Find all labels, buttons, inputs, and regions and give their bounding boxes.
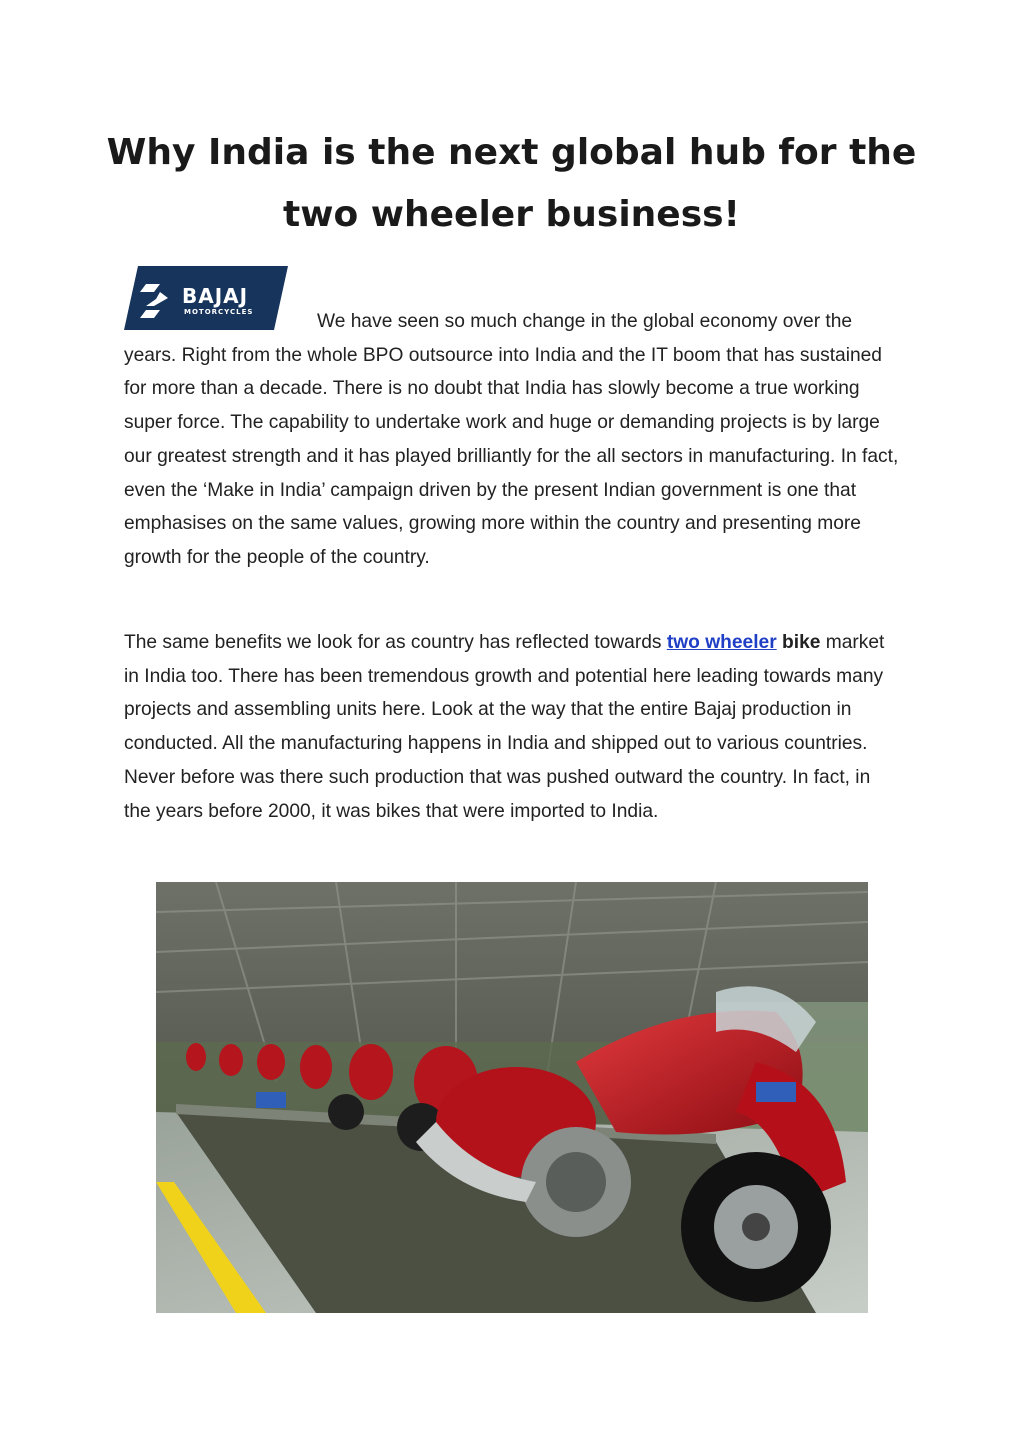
motorcycle-assembly-line-photo (156, 882, 868, 1313)
second-paragraph (124, 626, 900, 828)
bajaj-logo-wordmark: BAJAJ (182, 284, 249, 308)
bajaj-logo-subtitle: MOTORCYCLES (184, 308, 254, 316)
two-wheeler-link[interactable]: two wheeler (666, 632, 777, 653)
page-title: Why India is the next global hub for the two wheeler business! (106, 132, 917, 235)
intro-paragraph: We have seen so much change in the global economy over the years. Right from the whole BPO outsource into India and the IT boom that has sustained for more than a decade. There is no doubt that India has slowly become a true working super force. The capability to undertake work and huge or demanding projects is by large our greatest strength and it has played brilliantly for the all sectors in manufacturing. In fact, even the ‘Make in India’ campaign driven by the present Indian government is one that emphasises on the same values, growing more within the country and presenting more growth for the people of the country. (124, 311, 899, 568)
second-paragraph-lead: The same benefits we look for as country has reflected towards (124, 632, 667, 653)
bike-bold-text: bike (782, 632, 821, 653)
second-paragraph-rest: market in India too. There has been tremendous growth and potential here leading towards many projects and assembling units here. Look at the way that the entire Bajaj production in conducted. All the manufacturing happens in India and shipped out to various countries. Never before was there such production that was pushed outward the country. In fact, in the years before 2000, it was bikes that were imported to India. (124, 632, 885, 822)
